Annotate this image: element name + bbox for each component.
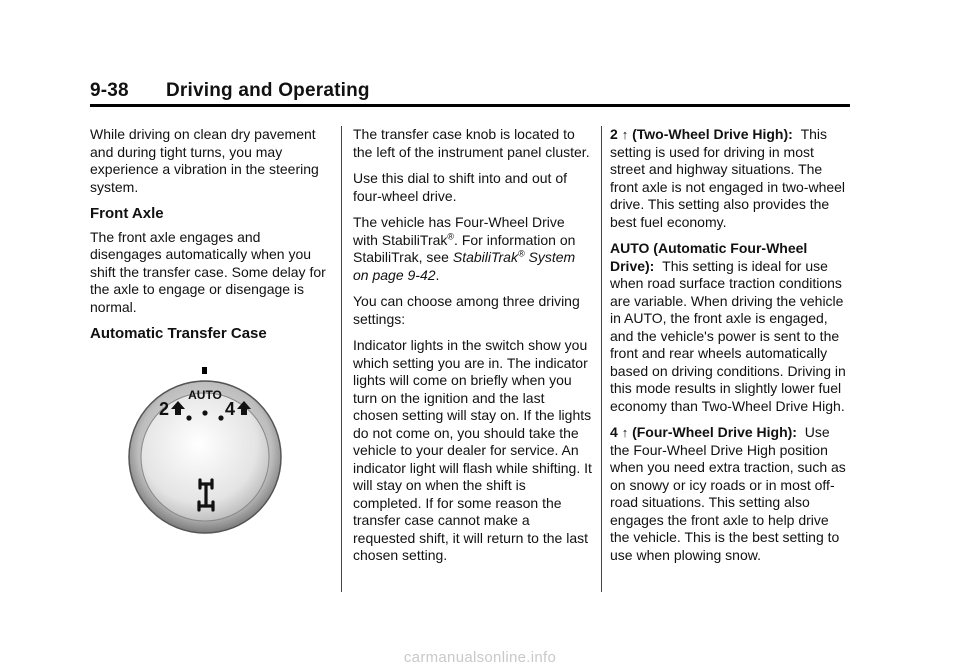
settings-intro-paragraph: You can choose among three driving settings: [353,293,580,327]
knob-2-label: 2 [158,399,170,419]
column-divider-1 [341,126,342,592]
section-title: Driving and Operating [166,80,370,101]
four-wheel-high-paragraph: 4 ↑ (Four-Wheel Drive High): Use the Four-Wheel Drive High position when you need extra traction, such as on snowy or icy roads or in most off-road situations. This setting also engages the front axle to help drive the vehicle. This is the best setting to use when plowing snow. [610,424,846,563]
front-axle-paragraph: The front axle engages and disengages automatically when you shift the transfer case. Some delay for the axle to engage or disengage is normal. [90,228,326,315]
dial-usage-paragraph: Use this dial to shift into and out of four-wheel drive. [353,170,568,204]
intro-paragraph: While driving on clean dry pavement and during tight turns, you may experience a vibration in the steering system. [90,126,319,195]
page-header [90,80,850,102]
knob-auto-label: AUTO [188,388,222,402]
page-number: 9-38 [90,80,129,101]
transfer-case-heading: Automatic Transfer Case [90,325,267,342]
auto-paragraph: AUTO (Automatic Four-Wheel Drive): This setting is ideal for use when road surface traction conditions are variable. When driving the vehicle in AUTO, the front axle is engaged, and the vehicle's power is sent to the front and rear wheels automatically based on driving conditions. Driving in this mode results in slightly lower fuel economy than Two-Wheel Drive High. [610,240,846,414]
top-indicator-mark [202,367,207,374]
two-wheel-high-paragraph: 2 ↑ (Two-Wheel Drive High): This setting is used for driving in most street and highway situations. The front axle is not engaged in two-wheel drive. This setting also provides the best fuel economy. [610,126,846,230]
column-divider-2 [601,126,602,592]
watermark: carmanualsonline.info [403,649,557,666]
up-arrow-icon: ↑ [621,127,629,142]
front-axle-heading: Front Axle [90,205,164,222]
knob-location-paragraph: The transfer case knob is located to the left of the instrument panel cluster. [353,126,590,160]
indicator-lights-paragraph: Indicator lights in the switch show you which setting you are in. The indicator lights will come on briefly when you turn on the ignition and the last chosen setting will stay on. If the lights do not come on, you should take the vehicle to your dealer for service. An indicator light will flash while shifting. It will stay on when the shift is completed. If for some reason the transfer case cannot make a requested shift, it will return to the last chosen setting. [353,337,592,563]
up-arrow-icon: ↑ [621,425,629,440]
knob-4-label: 4 [224,399,236,419]
indicator-dot-4 [218,415,223,420]
column-2 [353,126,593,574]
stabilitrak-paragraph: The vehicle has Four-Wheel Drive with StabiliTrak®. For information on StabiliTrak, see StabiliTrak® System on page 9-42. [353,214,576,283]
header-rule [90,104,850,107]
transfer-case-knob-illustration [120,365,290,535]
indicator-dot-auto [202,410,207,415]
indicator-dot-2 [186,415,191,420]
stabilitrak-cross-reference: StabiliTrak® System on page 9-42 [353,248,576,283]
column-1 [90,126,335,349]
column-3 [610,126,852,573]
